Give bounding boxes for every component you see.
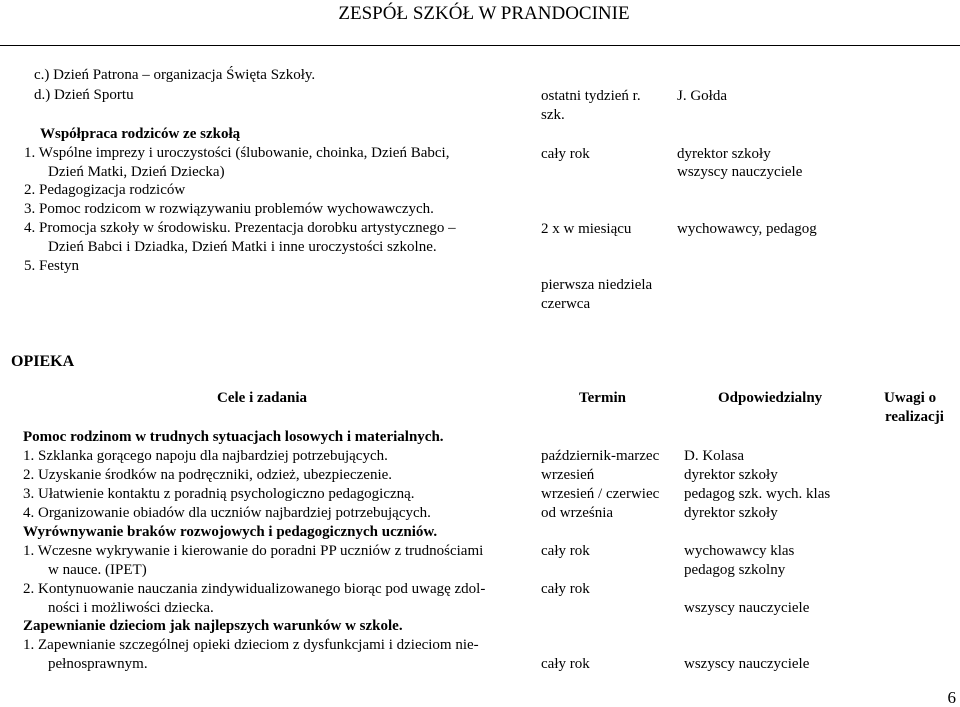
group2-item-2-line-2: ności i możliwości dziecka.	[48, 600, 214, 616]
group3-item-1-line-1: 1. Zapewnianie szczególnej opieki dzieciom z dysfunkcjami i dzieciom nie-	[23, 637, 479, 653]
group2-title: Wyrównywanie braków rozwojowych i pedagogicznych uczniów.	[23, 524, 438, 540]
group2-item-2-line-1: 2. Kontynuowanie nauczania zindywidualizowanego biorąc pod uwagę zdol-	[23, 581, 486, 597]
group2-person-2: wszyscy nauczyciele	[684, 600, 810, 616]
cooperation-heading: Współpraca rodziców ze szkołą	[40, 126, 241, 142]
group3-term-1: cały rok	[541, 656, 590, 672]
coop-person-2: wszyscy nauczyciele	[677, 164, 803, 180]
col-header-responsible: Odpowiedzialny	[718, 390, 823, 406]
group3-item-1-line-2: pełnosprawnym.	[48, 656, 148, 672]
group1-item-1: 1. Szklanka gorącego napoju dla najbardziej potrzebujących.	[23, 448, 388, 464]
coop-item-4-line-2: Dzień Babci i Dziadka, Dzień Matki i inne uroczystości szkolne.	[48, 239, 437, 255]
page-title: ZESPÓŁ SZKÓŁ W PRANDOCINIE	[338, 3, 630, 24]
item-c: c.) Dzień Patrona – organizacja Święta Szkoły.	[34, 67, 316, 83]
page-number: 6	[947, 688, 956, 707]
group1-item-3: 3. Ułatwienie kontaktu z poradnią psychologiczno pedagogiczną.	[23, 486, 415, 502]
coop-item-3: 3. Pomoc rodzicom w rozwiązywaniu problemów wychowawczych.	[24, 201, 434, 217]
coop-item-2: 2. Pedagogizacja rodziców	[24, 182, 186, 198]
group3-person-1: wszyscy nauczyciele	[684, 656, 810, 672]
group1-term-1: październik-marzec	[541, 448, 660, 464]
header-rule	[0, 45, 960, 46]
coop-term-2: 2 x w miesiącu	[541, 221, 632, 237]
item-d-term-1: ostatni tydzień r.	[541, 88, 641, 104]
coop-person-3: wychowawcy, pedagog	[677, 221, 817, 237]
group1-person-1: D. Kolasa	[684, 448, 744, 464]
col-header-notes-2: realizacji	[885, 409, 944, 425]
group1-person-2: dyrektor szkoły	[684, 467, 778, 483]
coop-item-1-line-2: Dzień Matki, Dzień Dziecka)	[48, 164, 225, 180]
coop-term-3-line-2: czerwca	[541, 296, 591, 312]
group1-term-2: wrzesień	[541, 467, 595, 483]
coop-item-4-line-1: 4. Promocja szkoły w środowisku. Prezentacja dorobku artystycznego –	[24, 220, 456, 236]
group2-person-1-line-2: pedagog szkolny	[684, 562, 786, 578]
coop-term-3-line-1: pierwsza niedziela	[541, 277, 653, 293]
item-d-term-2: szk.	[541, 107, 565, 123]
group1-person-3: pedagog szk. wych. klas	[684, 486, 831, 502]
group1-title: Pomoc rodzinom w trudnych sytuacjach losowych i materialnych.	[23, 429, 444, 445]
group1-person-4: dyrektor szkoły	[684, 505, 778, 521]
group1-term-3: wrzesień / czerwiec	[541, 486, 660, 502]
group1-item-2: 2. Uzyskanie środków na podręczniki, odzież, ubezpieczenie.	[23, 467, 393, 483]
group2-item-1-line-2: w nauce. (IPET)	[48, 562, 147, 578]
group1-term-4: od września	[541, 505, 614, 521]
group2-item-1-line-1: 1. Wczesne wykrywanie i kierowanie do poradni PP uczniów z trudnościami	[23, 543, 484, 559]
coop-item-5: 5. Festyn	[24, 258, 80, 274]
group3-title: Zapewnianie dzieciom jak najlepszych warunków w szkole.	[23, 618, 403, 634]
group2-term-2: cały rok	[541, 581, 590, 597]
group2-person-1-line-1: wychowawcy klas	[684, 543, 795, 559]
group2-term-1: cały rok	[541, 543, 590, 559]
col-header-tasks: Cele i zadania	[217, 390, 307, 406]
item-d: d.) Dzień Sportu	[34, 87, 134, 103]
col-header-notes-1: Uwagi o	[884, 390, 937, 406]
coop-person-1: dyrektor szkoły	[677, 146, 771, 162]
group1-item-4: 4. Organizowanie obiadów dla uczniów najbardziej potrzebujących.	[23, 505, 431, 521]
item-d-person: J. Gołda	[677, 88, 727, 104]
col-header-term: Termin	[579, 390, 626, 406]
opieka-heading: OPIEKA	[11, 353, 75, 370]
coop-term-1: cały rok	[541, 146, 590, 162]
coop-item-1-line-1: 1. Wspólne imprezy i uroczystości (ślubowanie, choinka, Dzień Babci,	[24, 145, 450, 161]
